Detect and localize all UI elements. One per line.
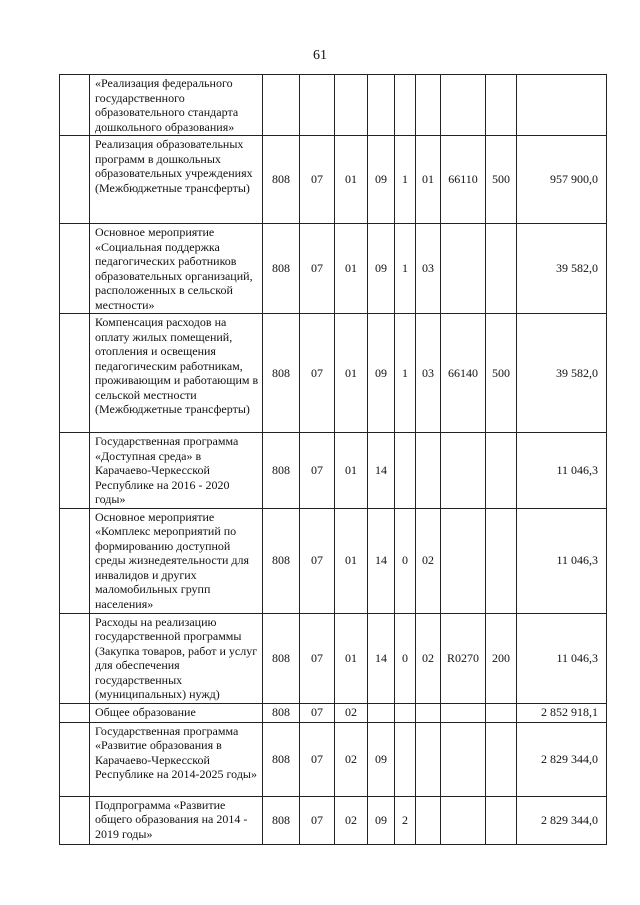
- subprogram-code-cell: 2: [395, 796, 416, 844]
- margin-cell: [60, 433, 90, 509]
- direction-code-cell: [441, 433, 486, 509]
- table-row: [60, 136, 607, 224]
- activity-code-cell: [416, 75, 441, 136]
- subprogram-code-cell: [395, 75, 416, 136]
- direction-code-cell: [441, 796, 486, 844]
- row-name-cell: «Реализация федерального государственного образовательного стандарта дошкольного образования»: [90, 75, 263, 136]
- subsection-cell: 02: [335, 703, 368, 722]
- subprogram-code-cell: 0: [395, 508, 416, 613]
- table-row: [60, 722, 607, 796]
- table-row: [60, 75, 607, 136]
- subsection-cell: 01: [335, 224, 368, 314]
- program-code-cell: 14: [368, 508, 395, 613]
- section-cell: 07: [300, 224, 335, 314]
- subsection-cell: 02: [335, 722, 368, 796]
- gr-code-cell: [263, 75, 300, 136]
- subprogram-code-cell: [395, 722, 416, 796]
- program-code-cell: 09: [368, 314, 395, 433]
- section-cell: 07: [300, 796, 335, 844]
- table-row: [60, 224, 607, 314]
- direction-code-cell: [441, 75, 486, 136]
- activity-code-cell: [416, 433, 441, 509]
- program-code-cell: [368, 703, 395, 722]
- table-row: [60, 613, 607, 703]
- row-name-cell: Государственная программа «Развитие образования в Карачаево-Черкесской Республике на 2014-2025 годы»: [90, 722, 263, 796]
- activity-code-cell: 03: [416, 224, 441, 314]
- direction-code-cell: [441, 508, 486, 613]
- gr-code-cell: 808: [263, 796, 300, 844]
- section-cell: 07: [300, 136, 335, 224]
- direction-code-cell: [441, 722, 486, 796]
- amount-cell: 2 829 344,0: [517, 796, 607, 844]
- gr-code-cell: 808: [263, 314, 300, 433]
- program-code-cell: [368, 75, 395, 136]
- amount-cell: 11 046,3: [517, 433, 607, 509]
- activity-code-cell: 03: [416, 314, 441, 433]
- subsection-cell: 01: [335, 433, 368, 509]
- subsection-cell: 01: [335, 508, 368, 613]
- activity-code-cell: [416, 722, 441, 796]
- section-cell: 07: [300, 613, 335, 703]
- direction-code-cell: [441, 703, 486, 722]
- expense-type-cell: [486, 224, 517, 314]
- budget-table: [59, 74, 607, 845]
- row-name-cell: Государственная программа «Доступная среда» в Карачаево-Черкесской Республике на 2016 - 2020 годы»: [90, 433, 263, 509]
- expense-type-cell: [486, 75, 517, 136]
- amount-cell: 957 900,0: [517, 136, 607, 224]
- table-row: [60, 703, 607, 722]
- table-row: [60, 314, 607, 433]
- expense-type-cell: [486, 508, 517, 613]
- margin-cell: [60, 703, 90, 722]
- program-code-cell: 09: [368, 224, 395, 314]
- gr-code-cell: 808: [263, 703, 300, 722]
- table-row: [60, 508, 607, 613]
- row-name-cell: Расходы на реализацию государственной программы (Закупка товаров, работ и услуг для обеспечения государственных (муниципальных) нужд): [90, 613, 263, 703]
- section-cell: [300, 75, 335, 136]
- section-cell: 07: [300, 722, 335, 796]
- amount-cell: 39 582,0: [517, 224, 607, 314]
- subsection-cell: 01: [335, 613, 368, 703]
- gr-code-cell: 808: [263, 508, 300, 613]
- row-name-cell: Реализация образовательных программ в дошкольных образовательных учреждениях (Межбюджетные трансферты): [90, 136, 263, 224]
- margin-cell: [60, 796, 90, 844]
- expense-type-cell: 500: [486, 314, 517, 433]
- direction-code-cell: R0270: [441, 613, 486, 703]
- activity-code-cell: [416, 796, 441, 844]
- program-code-cell: 14: [368, 433, 395, 509]
- activity-code-cell: [416, 703, 441, 722]
- amount-cell: [517, 75, 607, 136]
- margin-cell: [60, 224, 90, 314]
- amount-cell: 2 852 918,1: [517, 703, 607, 722]
- program-code-cell: 09: [368, 722, 395, 796]
- subprogram-code-cell: [395, 433, 416, 509]
- expense-type-cell: [486, 703, 517, 722]
- subsection-cell: [335, 75, 368, 136]
- row-name-cell: Подпрограмма «Развитие общего образования на 2014 - 2019 годы»: [90, 796, 263, 844]
- gr-code-cell: 808: [263, 136, 300, 224]
- section-cell: 07: [300, 314, 335, 433]
- subsection-cell: 01: [335, 314, 368, 433]
- row-name-cell: Компенсация расходов на оплату жилых помещений, отопления и освещения педагогическим работникам, проживающим и работающим в сельской местности (Межбюджетные трансферты): [90, 314, 263, 433]
- row-name-cell: Основное мероприятие «Социальная поддержка педагогических работников образовательных организаций, расположенных в сельской местности»: [90, 224, 263, 314]
- section-cell: 07: [300, 433, 335, 509]
- expense-type-cell: 500: [486, 136, 517, 224]
- subsection-cell: 01: [335, 136, 368, 224]
- amount-cell: 11 046,3: [517, 613, 607, 703]
- gr-code-cell: 808: [263, 224, 300, 314]
- row-name-cell: Основное мероприятие «Комплекс мероприятий по формированию доступной среды жизнедеятельности для инвалидов и других маломобильных групп населения»: [90, 508, 263, 613]
- expense-type-cell: [486, 796, 517, 844]
- subprogram-code-cell: 1: [395, 136, 416, 224]
- activity-code-cell: 02: [416, 613, 441, 703]
- amount-cell: 11 046,3: [517, 508, 607, 613]
- margin-cell: [60, 722, 90, 796]
- margin-cell: [60, 75, 90, 136]
- expense-type-cell: [486, 722, 517, 796]
- activity-code-cell: 02: [416, 508, 441, 613]
- program-code-cell: 09: [368, 796, 395, 844]
- gr-code-cell: 808: [263, 722, 300, 796]
- section-cell: 07: [300, 508, 335, 613]
- program-code-cell: 09: [368, 136, 395, 224]
- margin-cell: [60, 508, 90, 613]
- direction-code-cell: [441, 224, 486, 314]
- margin-cell: [60, 136, 90, 224]
- page-number: 61: [313, 48, 327, 63]
- expense-type-cell: 200: [486, 613, 517, 703]
- margin-cell: [60, 613, 90, 703]
- gr-code-cell: 808: [263, 433, 300, 509]
- subprogram-code-cell: 1: [395, 314, 416, 433]
- section-cell: 07: [300, 703, 335, 722]
- program-code-cell: 14: [368, 613, 395, 703]
- expense-type-cell: [486, 433, 517, 509]
- amount-cell: 39 582,0: [517, 314, 607, 433]
- subprogram-code-cell: 1: [395, 224, 416, 314]
- table-row: [60, 433, 607, 509]
- table-row: [60, 796, 607, 844]
- direction-code-cell: 66140: [441, 314, 486, 433]
- gr-code-cell: 808: [263, 613, 300, 703]
- row-name-cell: Общее образование: [90, 703, 263, 722]
- margin-cell: [60, 314, 90, 433]
- amount-cell: 2 829 344,0: [517, 722, 607, 796]
- subprogram-code-cell: [395, 703, 416, 722]
- subsection-cell: 02: [335, 796, 368, 844]
- direction-code-cell: 66110: [441, 136, 486, 224]
- activity-code-cell: 01: [416, 136, 441, 224]
- subprogram-code-cell: 0: [395, 613, 416, 703]
